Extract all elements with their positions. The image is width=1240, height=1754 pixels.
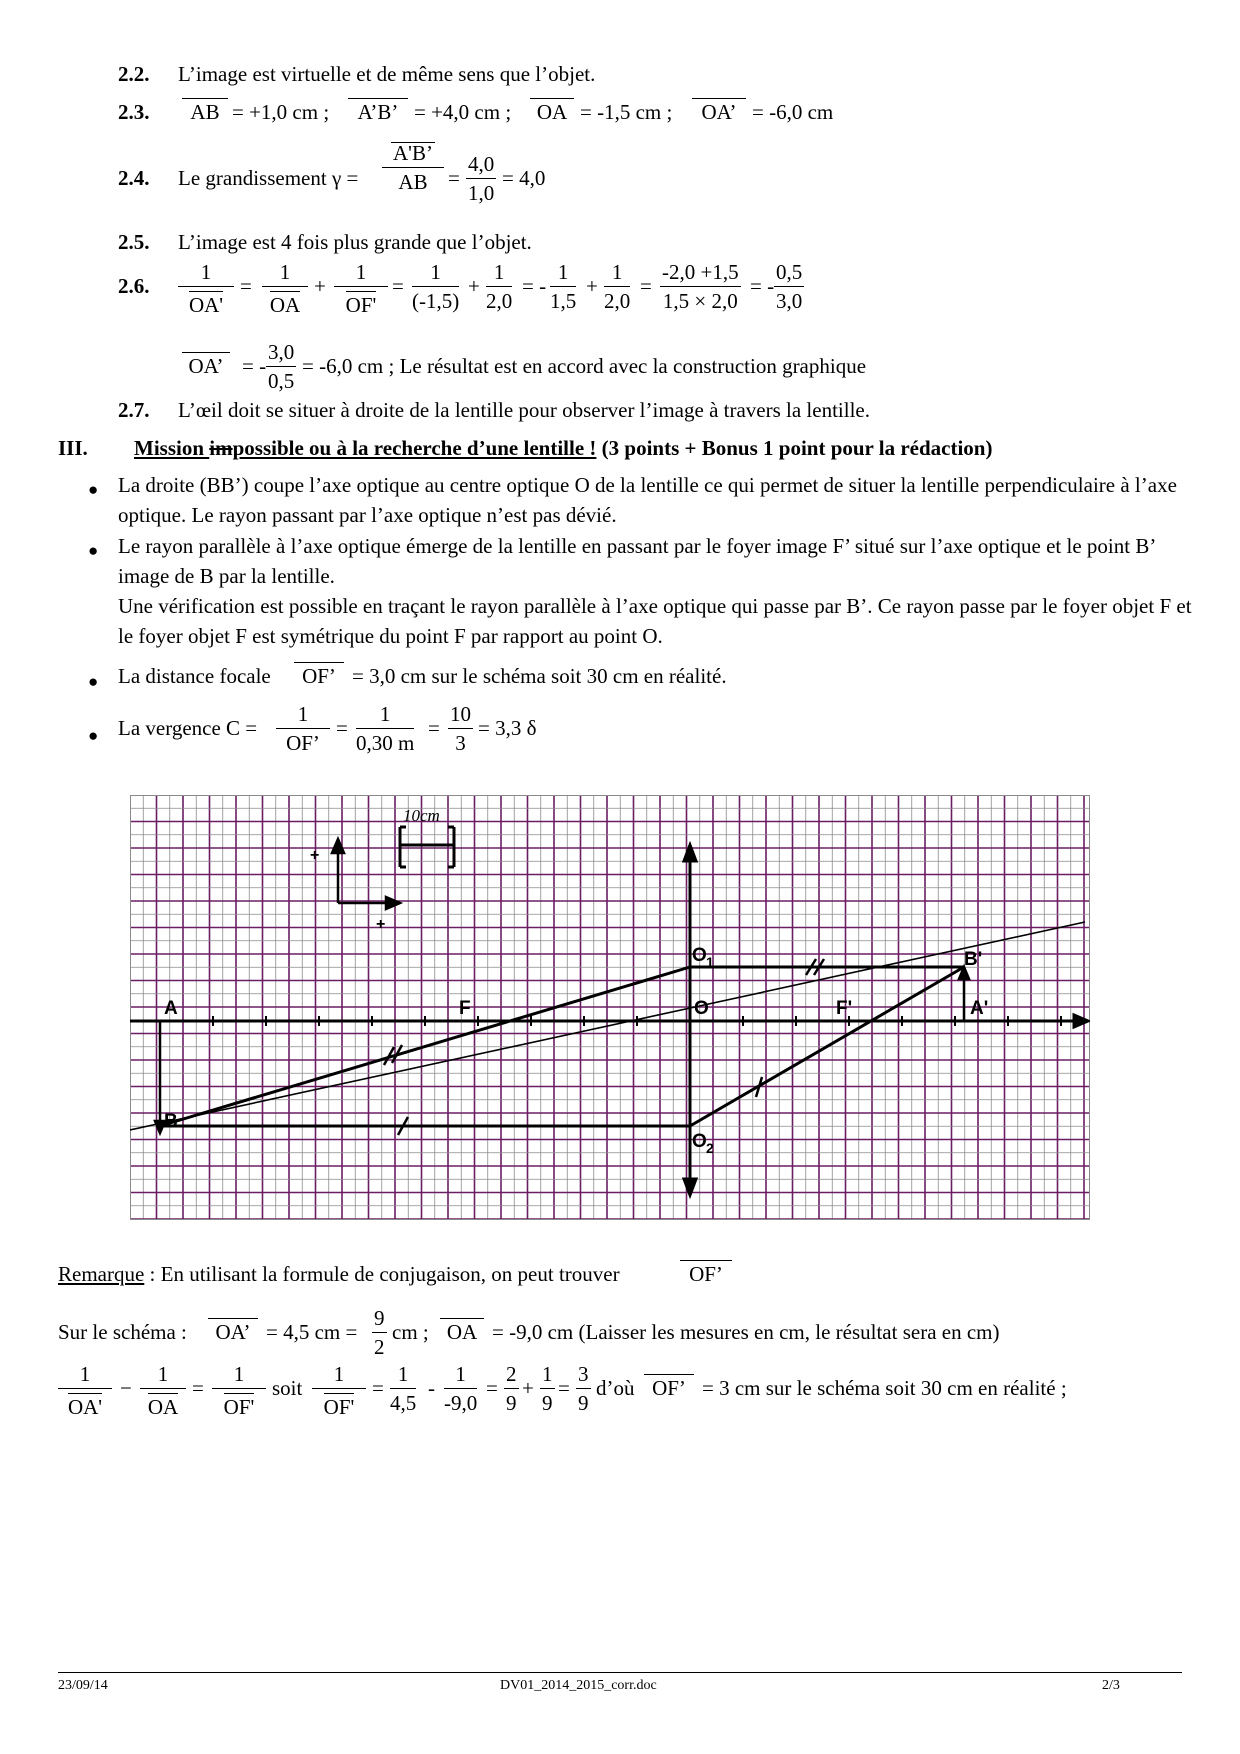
optics-diagram [130, 795, 1090, 1220]
vector-oap-schema: OA’ [208, 1318, 258, 1345]
vector-oa-schema: OA [440, 1318, 484, 1345]
label-bp: B' [964, 949, 983, 970]
label-fp: F' [836, 998, 853, 1019]
fraction-1-m9: 1 -9,0 [444, 1362, 478, 1415]
fraction-2-9: 2 9 [506, 1362, 517, 1415]
label-o2: O [692, 1131, 707, 1152]
fraction-1-ofp-final: 1 OF' [212, 1364, 266, 1418]
value-oa: = -1,5 cm ; [580, 100, 673, 124]
fraction-denominator: AB [398, 170, 428, 194]
vector-ofp-remarque: OF’ [680, 1260, 732, 1287]
bullet-icon: ● [88, 726, 99, 745]
plus-vertical: + [310, 847, 320, 864]
fraction-1-2: 1 2,0 [486, 260, 513, 313]
section-number-3: III. [58, 436, 88, 460]
fraction-9-2: 9 2 [374, 1306, 385, 1359]
item-number-2-3: 2.3. [118, 100, 150, 124]
item-text-2-5: L’image est 4 fois plus grande que l’objet. [178, 230, 532, 254]
value-apbp: = +4,0 cm ; [414, 100, 512, 124]
fraction-1-9: 1 9 [542, 1362, 553, 1415]
vector-oap-2: OA’ [182, 352, 230, 379]
result-line: = -6,0 cm ; Le résultat est en accord avec la construction graphique [302, 354, 867, 378]
vector-ofp: OF’ [294, 662, 344, 689]
fraction-1-oa-final: 1 OA [140, 1364, 186, 1418]
fraction-apbp-ab [382, 142, 444, 193]
fraction-1-m15: 1 (-1,5) [412, 260, 460, 313]
fraction-05-3: 0,5 3,0 [776, 260, 803, 313]
bullet-text-2: Le rayon parallèle à l’axe optique émerge de la lentille en passant par le foyer image F’ situé sur l’axe optique et le point B’ image de B par la lentille. [118, 534, 1155, 588]
fraction-1-oa: 1 OA [262, 262, 308, 316]
fraction-1-030: 1 0,30 m [356, 702, 415, 755]
footer-date: 23/09/14 [58, 1678, 108, 1693]
label-o2-sub: 2 [706, 1140, 714, 1156]
footer-page: 2/3 [1102, 1678, 1120, 1693]
fraction-sum: -2,0 +1,5 1,5 × 2,0 [662, 260, 739, 313]
section-title: Mission impossible ou à la recherche d’une lentille ! (3 points + Bonus 1 point pour la rédaction) [134, 436, 993, 460]
fraction-1-oap: 1 OA' [178, 262, 234, 316]
label-o1-sub: 1 [706, 954, 714, 970]
label-o: O [694, 998, 709, 1019]
bullet-text-1: La droite (BB’) coupe l’axe optique au centre optique O de la lentille ce qui permet de situer la lentille perpendiculaire à l’axe optique. Le rayon passant par l’axe optique n’est pas dévié. [118, 473, 1177, 527]
footer-filename: DV01_2014_2015_corr.doc [500, 1678, 657, 1693]
label-b: B [164, 1111, 178, 1132]
label-o1: O [692, 945, 707, 966]
bullet-icon: ● [88, 541, 99, 560]
fraction-1-oap-final: 1 OA' [58, 1364, 112, 1418]
item-text-2-2: L’image est virtuelle et de même sens que l’objet. [178, 62, 596, 86]
value-oap: = -6,0 cm [752, 100, 834, 124]
item-number-2-5: 2.5. [118, 230, 150, 254]
item-number-2-2: 2.2. [118, 62, 150, 86]
equals: = [448, 166, 460, 190]
item-number-2-6: 2.6. [118, 274, 150, 298]
item-number-2-4: 2.4. [118, 166, 150, 190]
grandissement-text: Le grandissement γ = [178, 166, 359, 190]
grid-lines [130, 795, 1090, 1220]
grandissement-result: = 4,0 [502, 166, 546, 190]
remarque-line: Remarque : En utilisant la formule de conjugaison, on peut trouver [58, 1262, 620, 1286]
vector-apbp: A’B’ [348, 98, 408, 125]
vector-ab: AB [182, 98, 228, 125]
scale-label: 10cm [403, 806, 440, 825]
bullet-icon: ● [88, 672, 99, 691]
fraction-1-2b: 1 2,0 [604, 260, 631, 313]
footer-rule [58, 1672, 1182, 1673]
item-text-2-7: L’œil doit se situer à droite de la lentille pour observer l’image à travers la lentille. [178, 398, 870, 422]
vector-ofp-final: OF’ [644, 1374, 694, 1401]
fraction-4-1: 4,0 1,0 [468, 152, 495, 205]
label-f: F [459, 998, 471, 1019]
fraction-1-15: 1 1,5 [550, 260, 577, 313]
fraction-3-9: 3 9 [578, 1362, 589, 1415]
bullet-text-2-cont: Une vérification est possible en traçant le rayon parallèle à l’axe optique qui passe par B’. Ce rayon passe par le foyer objet F et le foyer objet F est symétrique du point F par rapport au point O. [118, 594, 1192, 648]
fraction-numerator: A'B’ [393, 141, 433, 165]
fraction-3-05: 3,0 0,5 [268, 340, 295, 393]
bullet-icon: ● [88, 480, 99, 499]
plus-horizontal: + [376, 916, 386, 933]
item-number-2-7: 2.7. [118, 398, 150, 422]
fraction-10-3: 10 3 [450, 702, 471, 755]
fraction-1-45: 1 4,5 [390, 1362, 417, 1415]
value-ab: = +1,0 cm ; [232, 100, 330, 124]
fraction-1-ofp-vergence: 1 OF’ [276, 704, 330, 754]
label-ap: A' [970, 998, 989, 1019]
vector-oa: OA [530, 98, 574, 125]
label-a: A [164, 998, 178, 1019]
fraction-1-ofp: 1 OF' [334, 262, 388, 316]
fraction-1-ofp-final-2: 1 OF' [312, 1364, 366, 1418]
vector-oap: OA’ [692, 98, 746, 125]
